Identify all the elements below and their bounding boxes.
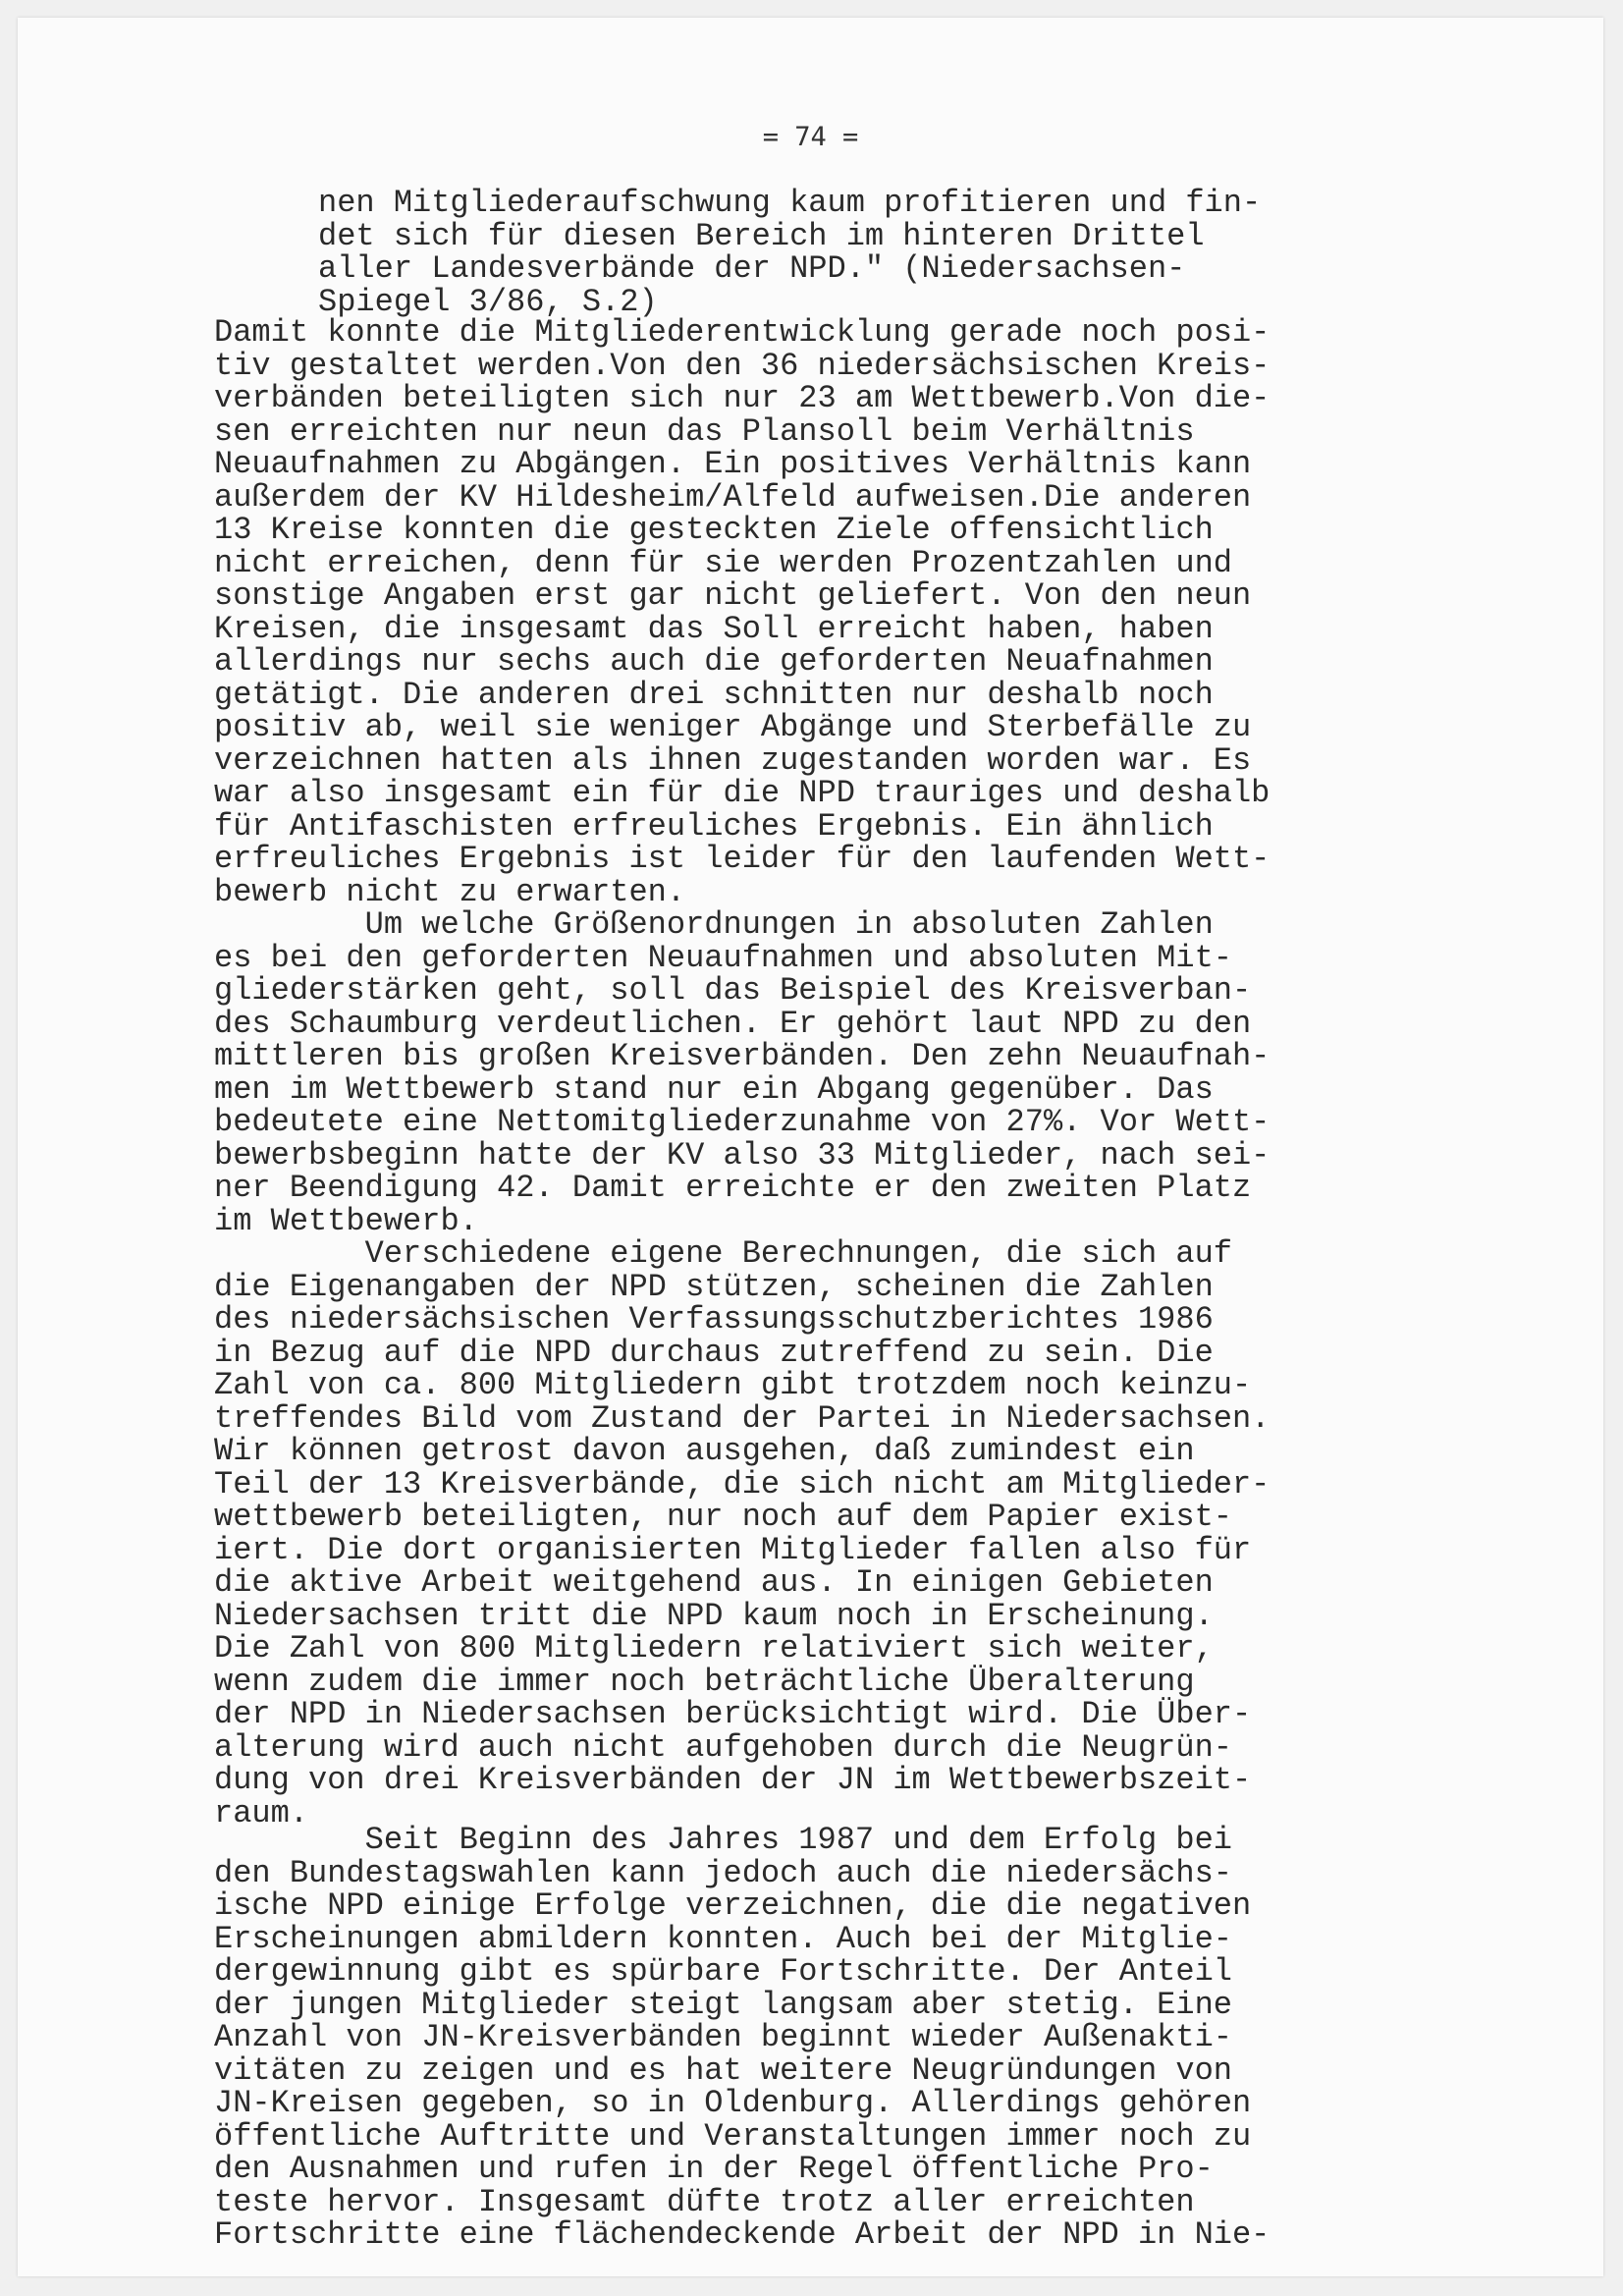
document-page xyxy=(18,18,1603,2276)
body-text: Damit konnte die Mitgliederentwicklung gerade noch posi- tiv gestaltet werden.Von den 36 niedersächsischen Kreis- verbänden beteiligten sich nur 23 am Wettbewerb.Von die- sen erreichten nur neun das Plansoll beim Verhältnis Neuaufnahmen zu Abgängen. Ein positives Verhältnis kann außerdem der KV Hildesheim/Alfeld aufweisen.Die anderen 13 Kreise konnten die gesteckten Ziele offensichtlich nicht erreichen, denn für sie werden Prozentzahlen und sonstige Angaben erst gar nicht geliefert. Von den neun Kreisen, die insgesamt das Soll erreicht haben, haben allerdings nur sechs auch die geforderten Neuafnahmen getätigt. Die anderen drei schnitten nur deshalb noch positiv ab, weil sie weniger Abgänge und Sterbefälle zu verzeichnen hatten als ihnen zugestanden worden war. Es war also insgesamt ein für die NPD trauriges und deshalb für Antifaschisten erfreuliches Ergebnis. Ein ähnlich erfreuliches Ergebnis ist leider für den laufenden Wett- bewerb nicht zu erwarten. Um welche Größenordnungen in absoluten Zahlen es bei den geforderten Neuaufnahmen und absoluten Mit- gliederstärken geht, soll das Beispiel des Kreisverban- des Schaumburg verdeutlichen. Er gehört laut NPD zu den mittleren bis großen Kreisverbänden. Den zehn Neuaufnah- men im Wettbewerb stand nur ein Abgang gegenüber. Das bedeutete eine Nettomitgliederzunahme von 27%. Vor Wett- bewerbsbeginn hatte der KV also 33 Mitglieder, nach sei- ner Beendigung 42. Damit erreichte er den zweiten Platz im Wettbewerb. Verschiedene eigene Berechnungen, die sich auf die Eigenangaben der NPD stützen, scheinen die Zahlen des niedersächsischen Verfassungsschutzberichtes 1986 in Bezug auf die NPD durchaus zutreffend zu sein. Die Zahl von ca. 800 Mitgliedern gibt trotzdem noch keinzu- treffendes Bild vom Zustand der Partei in Niedersachsen. Wir können getrost davon ausgehen, daß zumindest ein Teil der 13 Kreisverbände, die sich nicht am Mitglieder- wettbewerb beteiligten, nur noch auf dem Papier exist- iert. Die dort organisierten Mitglieder fallen also für die aktive Arbeit weitgehend aus. In einigen Gebieten Niedersachsen tritt die NPD kaum noch in Erscheinung. Die Zahl von 800 Mitgliedern relativiert sich weiter, wenn zudem die immer noch beträchtliche Überalterung der NPD in Niedersachsen berücksichtigt wird. Die Über- alterung wird auch nicht aufgehoben durch die Neugrün- dung von drei Kreisverbänden der JN im Wettbewerbszeit- raum. xyxy=(214,314,1271,1831)
page-number: = 74 = xyxy=(762,122,859,152)
quote-block: nen Mitgliederaufschwung kaum profitieren und fin- det sich für diesen Bereich im hinteren Drittel aller Landesverbände der NPD." (Niedersachsen- Spiegel 3/86, S.2) xyxy=(318,185,1262,320)
body-text-continued: Seit Beginn des Jahres 1987 und dem Erfolg bei den Bundestagswahlen kann jedoch auch die niedersächs- ische NPD einige Erfolge verzeichnen, die die negativen Erscheinungen abmildern konnten. Auch bei der Mitglie- dergewinnung gibt es spürbare Fortschritte. Der Anteil der jungen Mitglieder steigt langsam aber stetig. Eine Anzahl von JN-Kreisverbänden beginnt wieder Außenakti- vitäten zu zeigen und es hat weitere Neugründungen von JN-Kreisen gegeben, so in Oldenburg. Allerdings gehören öffentliche Auftritte und Veranstaltungen immer noch zu den Ausnahmen und rufen in der Regel öffentliche Pro- teste hervor. Insgesamt düfte trotz aller erreichten Fortschritte eine flächendeckende Arbeit der NPD in Nie- xyxy=(214,1822,1271,2253)
